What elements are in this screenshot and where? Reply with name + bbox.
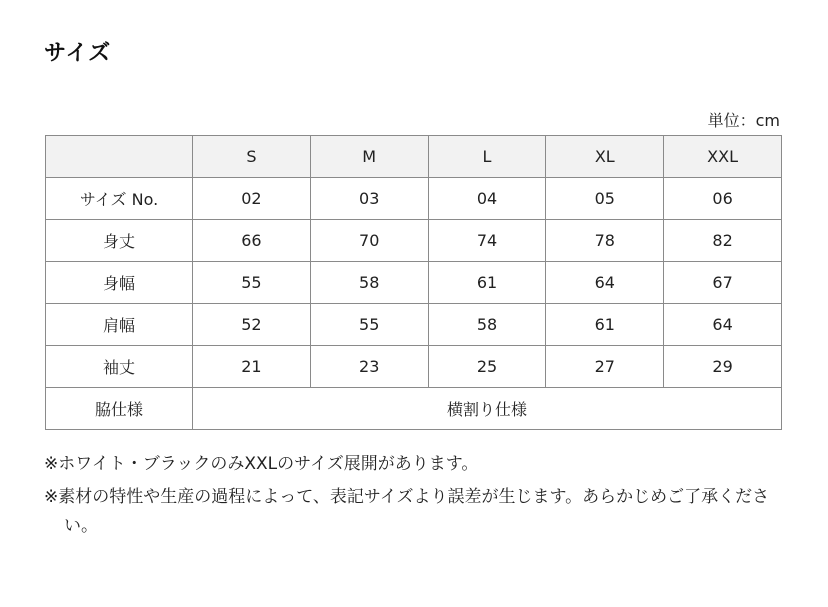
table-cell: 27 xyxy=(546,346,664,388)
unit-label: 単位：cm xyxy=(707,111,780,130)
table-cell: 25 xyxy=(428,346,546,388)
row-label-shoulder-width: 肩幅 xyxy=(46,304,193,346)
table-row xyxy=(46,388,782,430)
table-header-row xyxy=(46,136,782,178)
table-cell: 04 xyxy=(428,178,546,220)
table-cell: 66 xyxy=(193,220,311,262)
table-cell: 64 xyxy=(546,262,664,304)
table-cell: 61 xyxy=(428,262,546,304)
row-label-body-length: 身丈 xyxy=(46,220,193,262)
table-cell: 58 xyxy=(310,262,428,304)
table-row xyxy=(46,262,782,304)
table-cell: 55 xyxy=(193,262,311,304)
notes-section xyxy=(44,450,784,545)
header-size-l: L xyxy=(428,136,546,178)
table-cell: 58 xyxy=(428,304,546,346)
table-row xyxy=(46,304,782,346)
table-row xyxy=(46,346,782,388)
row-label-size-no: サイズ No. xyxy=(46,178,193,220)
table-cell: 74 xyxy=(428,220,546,262)
table-cell: 23 xyxy=(310,346,428,388)
table-cell: 55 xyxy=(310,304,428,346)
row-label-side-spec: 脇仕様 xyxy=(46,388,193,430)
header-size-xxl: XXL xyxy=(664,136,782,178)
row-label-body-width: 身幅 xyxy=(46,262,193,304)
table-cell: 03 xyxy=(310,178,428,220)
header-size-xl: XL xyxy=(546,136,664,178)
header-size-m: M xyxy=(310,136,428,178)
table-cell: 29 xyxy=(664,346,782,388)
page-title: サイズ xyxy=(44,41,112,66)
note-xxl-availability: ※ホワイト・ブラックのみXXLのサイズ展開があります。 xyxy=(44,454,479,474)
note-size-tolerance: ※素材の特性や生産の過程によって、表記サイズより誤差が生じます。あらかじめご了承ください。 xyxy=(44,487,770,536)
size-chart-table xyxy=(45,135,782,430)
table-cell: 78 xyxy=(546,220,664,262)
table-cell: 70 xyxy=(310,220,428,262)
header-size-s: S xyxy=(193,136,311,178)
table-cell: 82 xyxy=(664,220,782,262)
header-corner-cell xyxy=(46,136,193,178)
table-cell: 02 xyxy=(193,178,311,220)
table-row xyxy=(46,220,782,262)
table-cell: 67 xyxy=(664,262,782,304)
table-cell: 05 xyxy=(546,178,664,220)
row-label-sleeve-length: 袖丈 xyxy=(46,346,193,388)
table-cell: 06 xyxy=(664,178,782,220)
table-cell: 21 xyxy=(193,346,311,388)
side-spec-value: 横割り仕様 xyxy=(193,388,782,430)
table-cell: 61 xyxy=(546,304,664,346)
table-row xyxy=(46,178,782,220)
table-cell: 64 xyxy=(664,304,782,346)
table-cell: 52 xyxy=(193,304,311,346)
